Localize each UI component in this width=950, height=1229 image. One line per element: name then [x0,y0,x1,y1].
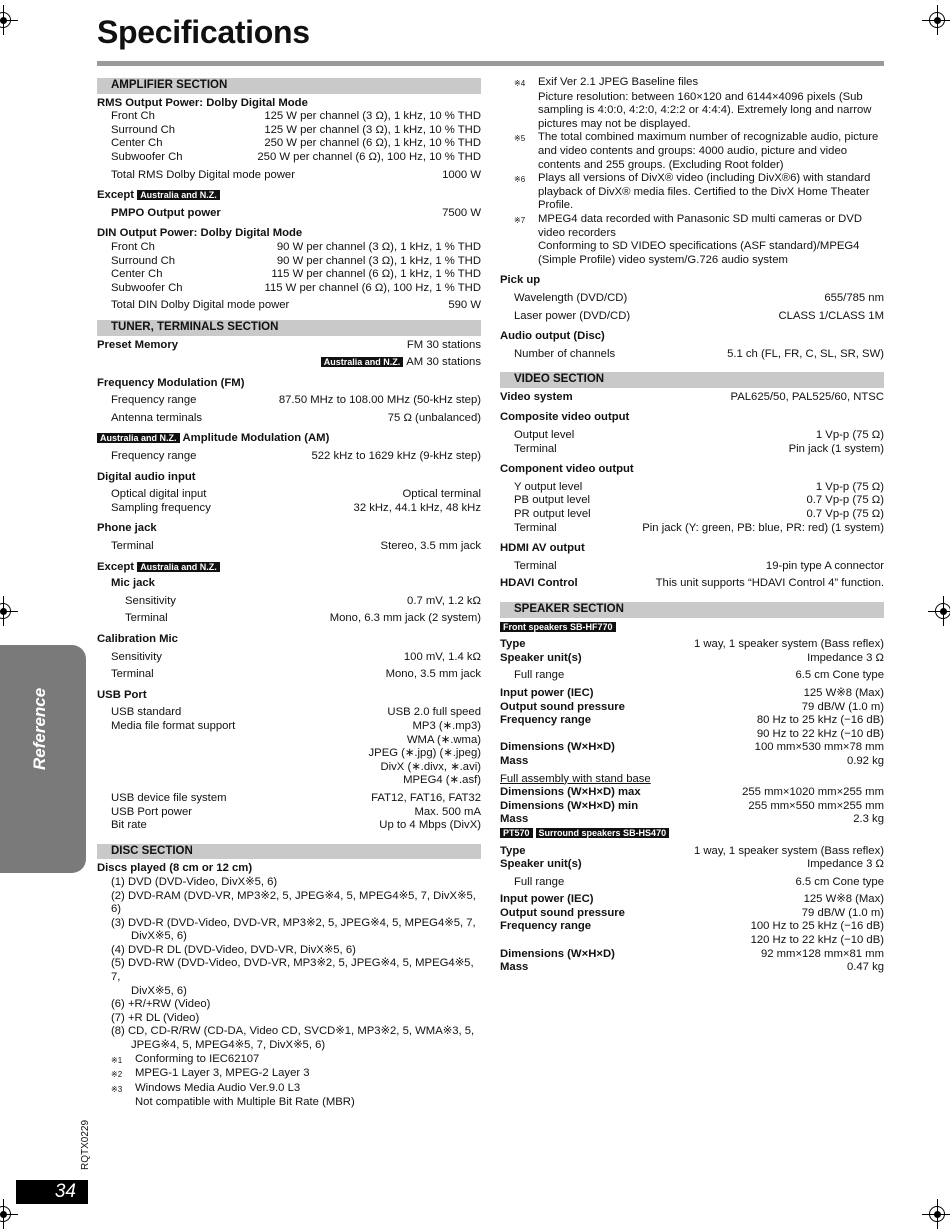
spec-row: Speaker unit(s) Impedance 3 Ω [500,651,884,664]
list-item: (5) DVD-RW (DVD-Video, DVD-VR, MP3※2, 5, JPEG※4, 5, MPEG4※5, 7, [111,957,474,984]
spec-row: Dimensions (W×H×D) 100 mm×530 mm×78 mm [500,741,884,754]
footnote: ※4 Exif Ver 2.1 JPEG Baseline files [514,76,699,88]
spec-row: Full range 6.5 cm Cone type [514,669,884,682]
spec-row: Terminal Pin jack (Y: green, PB: blue, PR: red) (1 system) [514,521,884,534]
footnote: ※7 MPEG4 data recorded with Panasonic SD multi cameras or DVD video recorders [514,212,862,239]
spec-row: JPEG (∗.jpg) (∗.jpeg) [368,747,481,760]
spec-row: USB Port power Max. 500 mA [111,805,481,818]
spec-row: Frequency range 522 kHz to 1629 kHz (9-kHz step) [111,450,481,463]
footnote: ※5 The total combined maximum number of recognizable audio, picture and video contents and groups: 4000 audio, picture and video contents and 255 groups. (Excluding Root folder) [514,131,879,171]
region-badge: Australia and N.Z. [137,562,220,572]
spec-row: Total DIN Dolby Digital mode power 590 W [111,299,481,312]
digital-title: Digital audio input [97,470,196,483]
list-item: JPEG※4, 5, MPEG4※5, 7, DivX※5, 6) [131,1039,326,1052]
footnote: Conforming to SD VIDEO specifications (ASF standard)/MPEG4 (Simple Profile) video system/G.726 audio system [538,240,860,266]
front-speakers-badge: Front speakers SB-HF770 [500,622,616,632]
footnote: ※6 Plays all versions of DivX® video (including DivX®6) with standard playback of DivX® media files. Certified to the DivX Home Theater Profile. [514,172,871,212]
front-speakers-label [500,621,884,635]
spec-row: 90 Hz to 22 kHz (−10 dB) [756,727,884,740]
region-badge: Australia and N.Z. [137,190,220,200]
spec-row: Sensitivity 0.7 mV, 1.2 kΩ [125,594,481,607]
spec-row: Frequency range 80 Hz to 25 kHz (−16 dB) [500,714,884,727]
composite-title: Composite video output [500,411,630,424]
list-item: (2) DVD-RAM (DVD-VR, MP3※2, 5, JPEG※4, 5, MPEG4※5, 7, DivX※5, 6) [111,889,476,916]
am-title: Australia and N.Z. Amplitude Modulation (AM) [97,432,481,446]
registration-mark-icon [922,1199,950,1229]
list-item: (1) DVD (DVD-Video, DivX※5, 6) [111,875,278,888]
spec-row: WMA (∗.wma) [406,733,481,746]
footnote: Picture resolution: between 160×120 and 6144×4096 pixels (Sub sampling is 4:0:0, 4:2:0, 4:2:2 or 4:4:4). Extremely long and narrow pictures may not be displayed. [538,90,872,130]
phone-title: Phone jack [97,522,157,535]
spec-row: Terminal Mono, 3.5 mm jack [111,668,481,681]
model-badge: PT570 [500,828,533,838]
list-item: (3) DVD-R (DVD-Video, DVD-VR, MP3※2, 5, JPEG※4, 5, MPEG4※5, 7, [111,916,476,929]
assembly-title: Full assembly with stand base [500,772,651,785]
spec-row: Sampling frequency 32 kHz, 44.1 kHz, 48 kHz [111,501,481,514]
amplifier-section-header: AMPLIFIER SECTION [97,78,481,94]
spec-row: Laser power (DVD/CD) CLASS 1/CLASS 1M [514,309,884,322]
spec-row: Type 1 way, 1 speaker system (Bass reflex) [500,638,884,651]
spec-row: Mass 2.3 kg [500,813,884,826]
spec-row: Input power (IEC) 125 W※8 (Max) [500,893,884,906]
spec-row: Optical digital input Optical terminal [111,488,481,501]
spec-row: Subwoofer Ch 115 W per channel (6 Ω), 100 Hz, 1 % THD [111,281,481,294]
spec-row: Australia and N.Z. AM 30 stations [97,356,481,370]
footnote: ※1 Conforming to IEC62107 [111,1052,260,1065]
model-code: RQTX0229 [80,1119,91,1170]
spec-row: Center Ch 115 W per channel (6 Ω), 1 kHz, 1 % THD [111,268,481,281]
spec-row: Front Ch 90 W per channel (3 Ω), 1 kHz, 1 % THD [111,240,481,253]
tuner-section-header: TUNER, TERMINALS SECTION [97,320,481,336]
spec-row: Number of channels 5.1 ch (FL, FR, C, SL, SR, SW) [514,347,884,360]
except-label: Except Australia and N.Z. [97,561,481,575]
spec-row: Surround Ch 90 W per channel (3 Ω), 1 kHz, 1 % THD [111,254,481,267]
spec-row: DivX (∗.divx, ∗.avi) [380,760,481,773]
spec-row: Frequency range 100 Hz to 25 kHz (−16 dB) [500,920,884,933]
component-title: Component video output [500,463,634,476]
spec-row: Speaker unit(s) Impedance 3 Ω [500,858,884,871]
spec-row: Mass 0.92 kg [500,754,884,767]
spec-row: Y output level 1 Vp-p (75 Ω) [514,480,884,493]
surround-speakers-label [500,827,884,841]
spec-row: Full range 6.5 cm Cone type [514,875,884,888]
list-item: (4) DVD-R DL (DVD-Video, DVD-VR, DivX※5, 6) [111,943,356,956]
region-badge: Australia and N.Z. [97,433,180,443]
spec-row: Front Ch 125 W per channel (3 Ω), 1 kHz, 10 % THD [111,110,481,123]
spec-row: Wavelength (DVD/CD) 655/785 nm [514,291,884,304]
registration-mark-icon [0,596,18,626]
page-number: 34 [54,1181,76,1202]
spec-row: Video system PAL625/50, PAL525/60, NTSC [500,390,884,403]
spec-row: Type 1 way, 1 speaker system (Bass reflex) [500,844,884,857]
spec-row: 120 Hz to 22 kHz (−10 dB) [750,934,884,947]
rms-title: RMS Output Power: Dolby Digital Mode [97,96,308,109]
page-title: Specifications [97,14,310,50]
footnote: ※3 Windows Media Audio Ver.9.0 L3 [111,1081,301,1094]
footnote: Not compatible with Multiple Bit Rate (MBR) [135,1096,355,1109]
audio-output-title: Audio output (Disc) [500,330,605,343]
right-column [500,76,884,975]
spec-row: USB device file system FAT12, FAT16, FAT32 [111,791,481,804]
spec-row: PMPO Output power 7500 W [111,206,481,219]
spec-row: Frequency range 87.50 MHz to 108.00 MHz (50-kHz step) [111,394,481,407]
discs-title: Discs played (8 cm or 12 cm) [97,862,253,875]
registration-mark-icon [0,5,18,35]
spec-row: Bit rate Up to 4 Mbps (DivX) [111,819,481,832]
spec-row: Terminal Pin jack (1 system) [514,442,884,455]
mic-title: Mic jack [111,577,155,590]
spec-row: Sensitivity 100 mV, 1.4 kΩ [111,650,481,663]
list-item: DivX※5, 6) [131,930,187,943]
spec-row: Antenna terminals 75 Ω (unbalanced) [111,411,481,424]
spec-row: Dimensions (W×H×D) min 255 mm×550 mm×255 mm [500,799,884,812]
spec-row: Input power (IEC) 125 W※8 (Max) [500,686,884,699]
video-section-header: VIDEO SECTION [500,372,884,388]
registration-mark-icon [928,596,950,626]
spec-row: MPEG4 (∗.asf) [403,774,481,787]
spec-row: Output sound pressure 79 dB/W (1.0 m) [500,906,884,919]
spec-row: USB standard USB 2.0 full speed [111,706,481,719]
pickup-title: Pick up [500,274,541,287]
side-tab-label: Reference [30,687,49,770]
spec-row: Terminal Mono, 6.3 mm jack (2 system) [125,612,481,625]
spec-row: Terminal 19-pin type A connector [514,559,884,572]
disc-section-header: DISC SECTION [97,844,481,860]
footnote: ※2 MPEG-1 Layer 3, MPEG-2 Layer 3 [111,1067,310,1080]
list-item: DivX※5, 6) [131,984,187,997]
spec-row: Subwoofer Ch 250 W per channel (6 Ω), 100 Hz, 10 % THD [111,150,481,163]
spec-row: PR output level 0.7 Vp-p (75 Ω) [514,508,884,521]
din-title: DIN Output Power: Dolby Digital Mode [97,227,303,240]
list-item: (7) +R DL (Video) [111,1011,200,1024]
hdmi-title: HDMI AV output [500,542,585,555]
spec-row: PB output level 0.7 Vp-p (75 Ω) [514,494,884,507]
spec-row: Surround Ch 125 W per channel (3 Ω), 1 kHz, 10 % THD [111,123,481,136]
page-number-box [16,1180,88,1204]
spec-row: Dimensions (W×H×D) 92 mm×128 mm×81 mm [500,947,884,960]
spec-row: Dimensions (W×H×D) max 255 mm×1020 mm×255 mm [500,786,884,799]
spec-row: Mass 0.47 kg [500,961,884,974]
fm-title: Frequency Modulation (FM) [97,376,245,389]
except-label: Except Australia and N.Z. [97,189,481,203]
left-column [97,78,481,1110]
spec-row: Output level 1 Vp-p (75 Ω) [514,429,884,442]
cal-title: Calibration Mic [97,633,178,645]
usb-title: USB Port [97,688,147,701]
title-rule [97,61,884,66]
speaker-section-header: SPEAKER SECTION [500,602,884,618]
spec-row: Preset Memory FM 30 stations [97,338,481,351]
spec-row: HDAVI Control This unit supports “HDAVI Control 4” function. [500,577,884,590]
list-item: (8) CD, CD-R/RW (CD-DA, Video CD, SVCD※1, MP3※2, 5, WMA※3, 5, [111,1025,475,1038]
list-item: (6) +R/+RW (Video) [111,998,211,1011]
spec-row: Media file format support MP3 (∗.mp3) [111,719,481,732]
spec-row: Center Ch 250 W per channel (6 Ω), 1 kHz, 10 % THD [111,137,481,150]
spec-row: Total RMS Dolby Digital mode power 1000 W [111,168,481,181]
spec-row: Output sound pressure 79 dB/W (1.0 m) [500,700,884,713]
region-badge: Australia and N.Z. [321,357,404,367]
spec-row: Terminal Stereo, 3.5 mm jack [111,540,481,553]
surround-speakers-badge: Surround speakers SB-HS470 [536,828,670,838]
registration-mark-icon [922,5,950,35]
